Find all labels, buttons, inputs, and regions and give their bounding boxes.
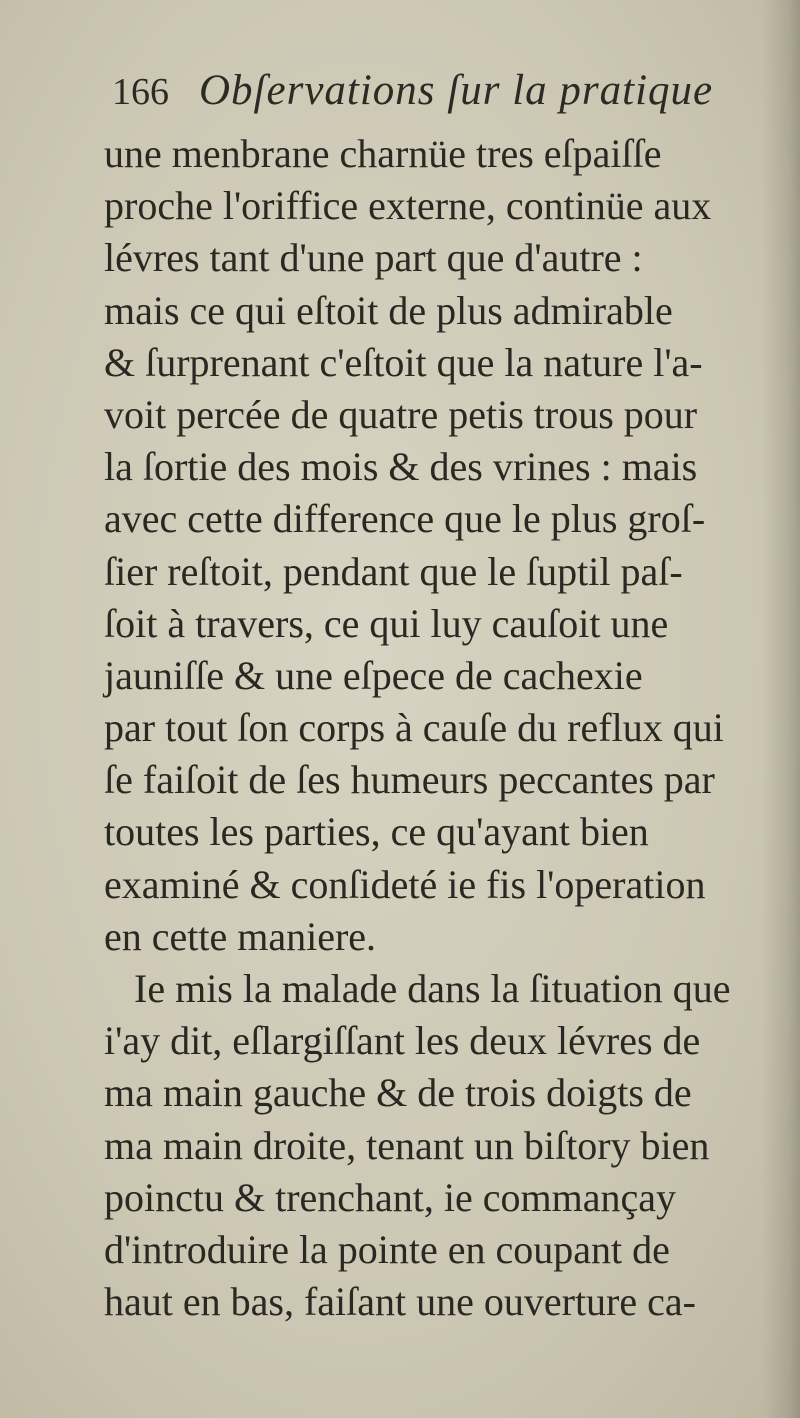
text-line: avec cette difference que le plus groſ- [104, 496, 706, 542]
text-line: proche l'oriffice externe, continüe aux [104, 183, 712, 229]
text-line: d'introduire la pointe en coupant de [104, 1226, 670, 1272]
text-line: mais ce qui eſtoit de plus admirable [104, 287, 673, 333]
text-line: ſe faiſoit de ſes humeurs peccantes par [104, 757, 715, 803]
text-line: voit percée de quatre petis trous pour [104, 391, 698, 437]
text-line: ma main droite, tenant un biſtory bien [104, 1122, 710, 1168]
text-line: ſier reſtoit, pendant que le ſuptil paſ- [104, 548, 683, 594]
text-line: & ſurprenant c'eſtoit que la nature l'a- [104, 339, 703, 385]
page-number: 166 [112, 71, 169, 113]
text-line: jauniſſe & une eſpece de cachexie [104, 652, 643, 698]
text-line: toutes les parties, ce qu'ayant bien [104, 809, 649, 855]
text-line: examiné & conſideté ie fis l'operation [104, 861, 706, 907]
text-line: ma main gauche & de trois doigts de [104, 1070, 692, 1116]
text-line: poinctu & trenchant, ie commançay [104, 1174, 677, 1220]
text-line: lévres tant d'une part que d'autre : [104, 235, 643, 281]
running-header [112, 66, 752, 124]
text-line: la ſortie des mois & des vrines : mais [104, 444, 698, 490]
text-line: haut en bas, faiſant une ouverture ca- [104, 1279, 696, 1325]
text-line: par tout ſon corps à cauſe du reflux qui [104, 705, 724, 751]
text-line: en cette maniere. [104, 913, 377, 959]
body-text [104, 128, 774, 1328]
text-line: une menbrane charnüe tres eſpaiſſe [104, 131, 662, 176]
text-line: ſoit à travers, ce qui luy cauſoit une [104, 600, 669, 646]
text-line: i'ay dit, eſlargiſſant les deux lévres de [104, 1018, 701, 1064]
running-title: Obſervations ſur la pratique [199, 67, 714, 114]
paragraph-start-line: Ie mis la malade dans la ſituation que [134, 966, 731, 1011]
